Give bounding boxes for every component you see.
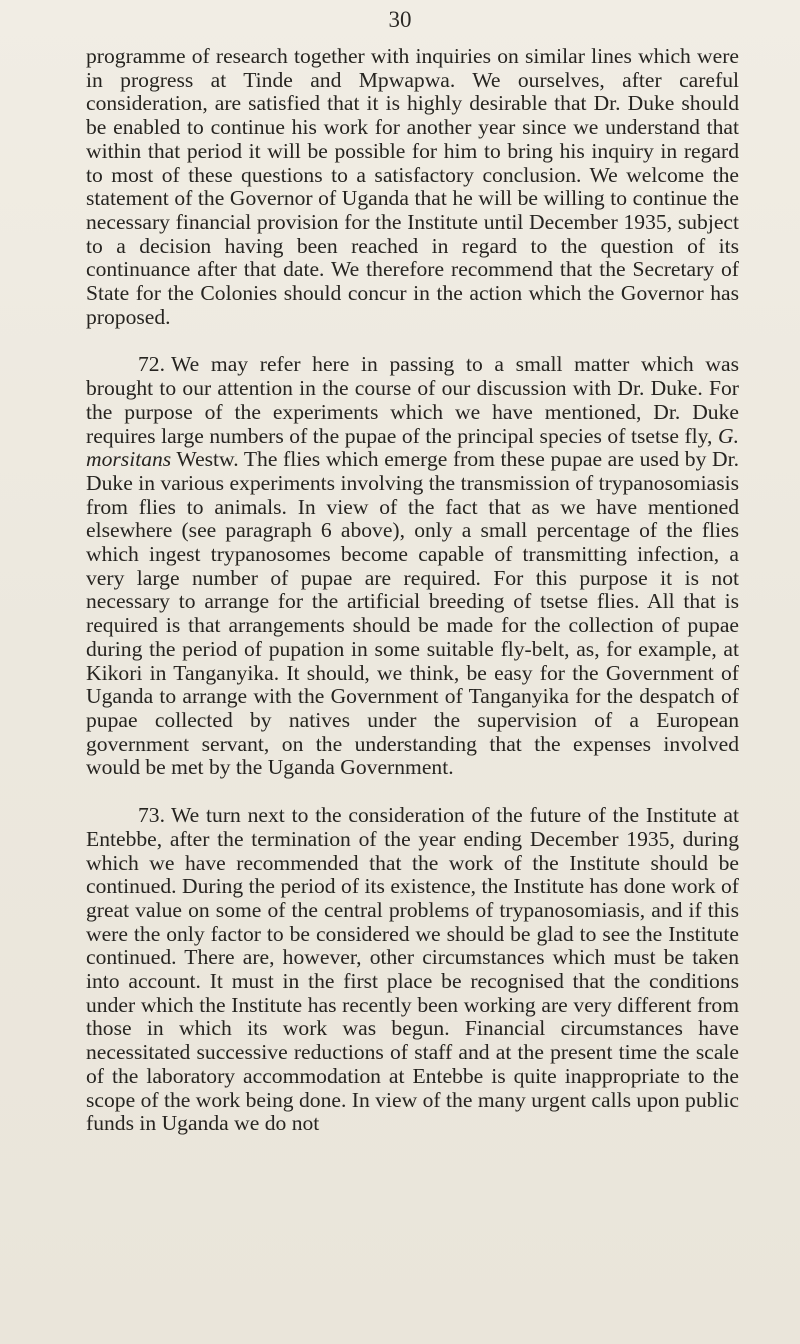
paragraph-number: 72. — [138, 352, 165, 377]
body-text — [86, 45, 739, 1136]
species-name: G. morsitans — [86, 423, 739, 472]
paragraph-number: 73. — [138, 803, 165, 828]
paragraph-text: programme of research together with inquiries on similar lines which were in progress at Tinde and Mpwapwa. We ourselves, after careful consideration, are satisfied that it is highly desirable that Dr. Duke should be enabled to continue his work for another year since we understand that within that period it will be possible for him to bring his inquiry in regard to most of these questions to a satisfactory conclusion. We welcome the statement of the Governor of Uganda that he will be willing to continue the necessary financial provision for the Institute until December 1935, subject to a decision having been reached in regard to the question of its continuance after that date. We therefore recommend that the Secretary of State for the Colonies should concur in the action which the Governor has proposed. — [86, 44, 739, 329]
page-number: 30 — [388, 7, 412, 32]
paragraph-text: We may refer here in passing to a small matter which was brought to our attention in the course of our discussion with Dr. Duke. For the purpose of the experiments which we have mentioned, Dr. Duke requires large numbers of the pupae of the principal species of tsetse fly, — [86, 352, 739, 448]
paragraph-text: Westw. The flies which emerge from these pupae are used by Dr. Duke in various experiments involving the transmission of trypanosomiasis from flies to animals. In view of the fact that as we have mentioned elsewhere (see paragraph 6 above), only a small percentage of the flies which ingest trypanosomes become capable of transmitting infection, a very large number of pupae are required. For this purpose it is not necessary to arrange for the artificial breeding of tsetse flies. All that is required is that arrangements should be made for the collection of pupae during the period of pupation in some suitable fly-belt, as, for example, at Kikori in Tanganyika. It should, we think, be easy for the Government of Uganda to arrange with the Government of Tanganyika for the despatch of pupae collected by natives under the supervision of a European government servant, on the understanding that the expenses involved would be met by the Uganda Government. — [86, 447, 739, 780]
paragraph-73 — [86, 804, 739, 1136]
paragraph-72 — [86, 353, 739, 780]
paragraph-text: We turn next to the consideration of the future of the Institute at Entebbe, after the termination of the year ending December 1935, during which we have recommended that the work of the Institute should be continued. During the period of its existence, the Institute has done work of great value on some of the central problems of trypanosomiasis, and if this were the only factor to be considered we should be glad to see the Institute continued. There are, however, other circumstances which must be taken into account. It must in the first place be recognised that the conditions under which the Institute has recently been working are very different from those in which its work was begun. Financial circumstances have necessitated successive reductions of staff and at the present time the scale of the laboratory accommodation at Entebbe is quite inappropriate to the scope of the work being done. In view of the many urgent calls upon public funds in Uganda we do not — [86, 803, 739, 1136]
paragraph-continued — [86, 45, 739, 329]
